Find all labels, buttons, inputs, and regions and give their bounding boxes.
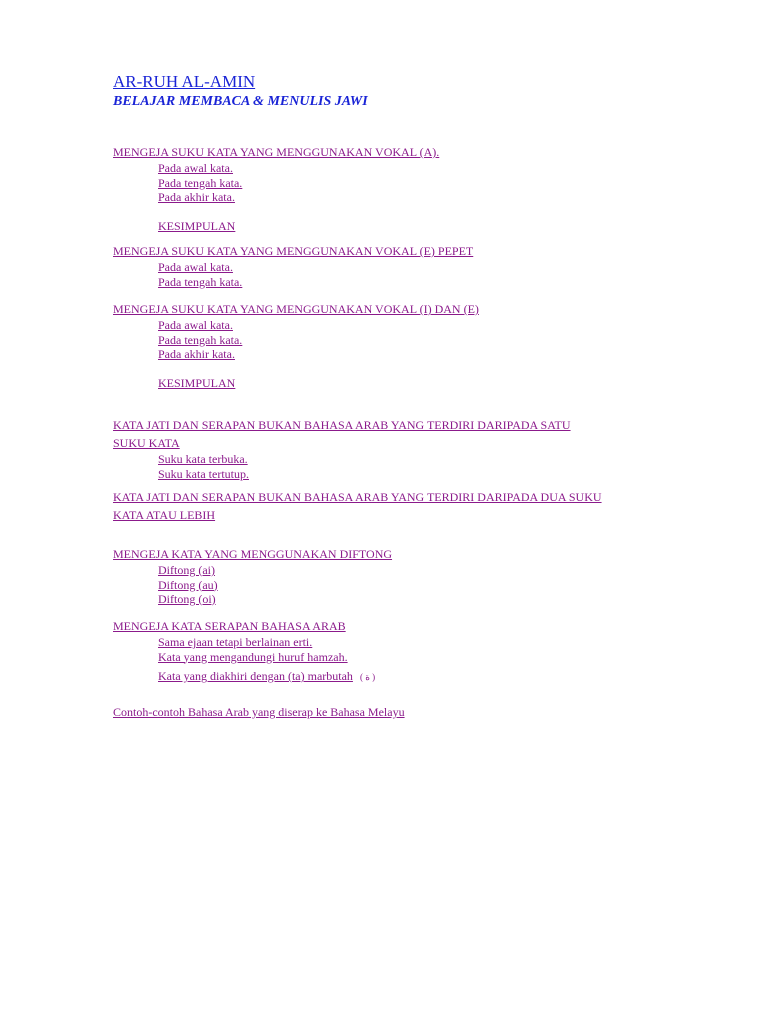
item-link[interactable]: Suku kata tertutup.: [158, 466, 249, 481]
section-heading-link[interactable]: MENGEJA KATA YANG MENGGUNAKAN DIFTONG: [113, 547, 393, 561]
item-link[interactable]: Kata yang mengandungi huruf hamzah.: [158, 649, 348, 664]
site-title[interactable]: AR-RUH AL-AMIN: [113, 72, 256, 91]
page-header: [113, 72, 673, 111]
item-link[interactable]: Pada awal kata.: [158, 318, 233, 332]
item-link-text[interactable]: Kata yang diakhiri dengan (ta) marbutah: [158, 669, 353, 683]
item-link[interactable]: Pada tengah kata.: [158, 332, 243, 347]
item-link[interactable]: Pada tengah kata.: [158, 175, 243, 190]
item-link[interactable]: Pada tengah kata.: [158, 274, 243, 289]
section-diftong: [113, 545, 673, 607]
section-heading-link[interactable]: MENGEJA SUKU KATA YANG MENGGUNAKAN VOKAL (E) PEPET: [113, 244, 474, 258]
section-vokal-a: [113, 143, 673, 233]
section-heading-link-cont[interactable]: KATA ATAU LEBIH: [113, 508, 216, 522]
item-link[interactable]: Diftong (oi): [158, 592, 216, 606]
conclusion-link[interactable]: KESIMPULAN: [158, 375, 236, 390]
site-subtitle: BELAJAR MEMBACA & MENULIS JAWI: [113, 94, 368, 109]
section-heading-link[interactable]: MENGEJA SUKU KATA YANG MENGGUNAKAN VOKAL (A).: [113, 145, 440, 159]
item-link[interactable]: Pada awal kata.: [158, 260, 233, 274]
item-link-marbutah[interactable]: [158, 669, 375, 685]
section-heading-link[interactable]: MENGEJA SUKU KATA YANG MENGGUNAKAN VOKAL (I) DAN (E): [113, 302, 479, 316]
document-page: [113, 72, 673, 111]
item-link[interactable]: Pada akhir kata.: [158, 190, 235, 204]
item-link[interactable]: Pada awal kata.: [158, 161, 233, 175]
examples-link[interactable]: Contoh-contoh Bahasa Arab yang diserap ke Bahasa Melayu: [113, 705, 405, 719]
section-heading-link[interactable]: KATA JATI DAN SERAPAN BUKAN BAHASA ARAB YANG TERDIRI DARIPADA SATU: [113, 418, 571, 432]
section-vokal-e-pepet: [113, 242, 673, 289]
section-items: [113, 452, 673, 481]
item-link[interactable]: Sama ejaan tetapi berlainan erti.: [158, 635, 313, 649]
section-items: [113, 635, 673, 685]
section-dua-suku-kata: [113, 488, 673, 524]
section-serapan-arab: [113, 617, 673, 685]
conclusion-link[interactable]: KESIMPULAN: [158, 218, 236, 233]
section-heading-link-cont[interactable]: SUKU KATA: [113, 436, 180, 450]
section-items: [113, 161, 673, 233]
item-link[interactable]: Pada akhir kata.: [158, 347, 235, 361]
section-satu-suku-kata: [113, 416, 673, 481]
section-heading-link[interactable]: MENGEJA KATA SERAPAN BAHASA ARAB: [113, 619, 346, 633]
section-items: [113, 318, 673, 390]
section-vokal-i-e: [113, 300, 673, 390]
item-link[interactable]: Diftong (ai): [158, 563, 215, 577]
ta-marbutah-glyph: ( ة ): [359, 672, 376, 682]
item-link[interactable]: Suku kata terbuka.: [158, 452, 248, 466]
item-link[interactable]: Diftong (au): [158, 577, 218, 592]
footer-section: [113, 703, 673, 721]
section-items: [113, 563, 673, 607]
section-heading-link[interactable]: KATA JATI DAN SERAPAN BUKAN BAHASA ARAB YANG TERDIRI DARIPADA DUA SUKU: [113, 490, 602, 504]
section-items: [113, 260, 673, 289]
